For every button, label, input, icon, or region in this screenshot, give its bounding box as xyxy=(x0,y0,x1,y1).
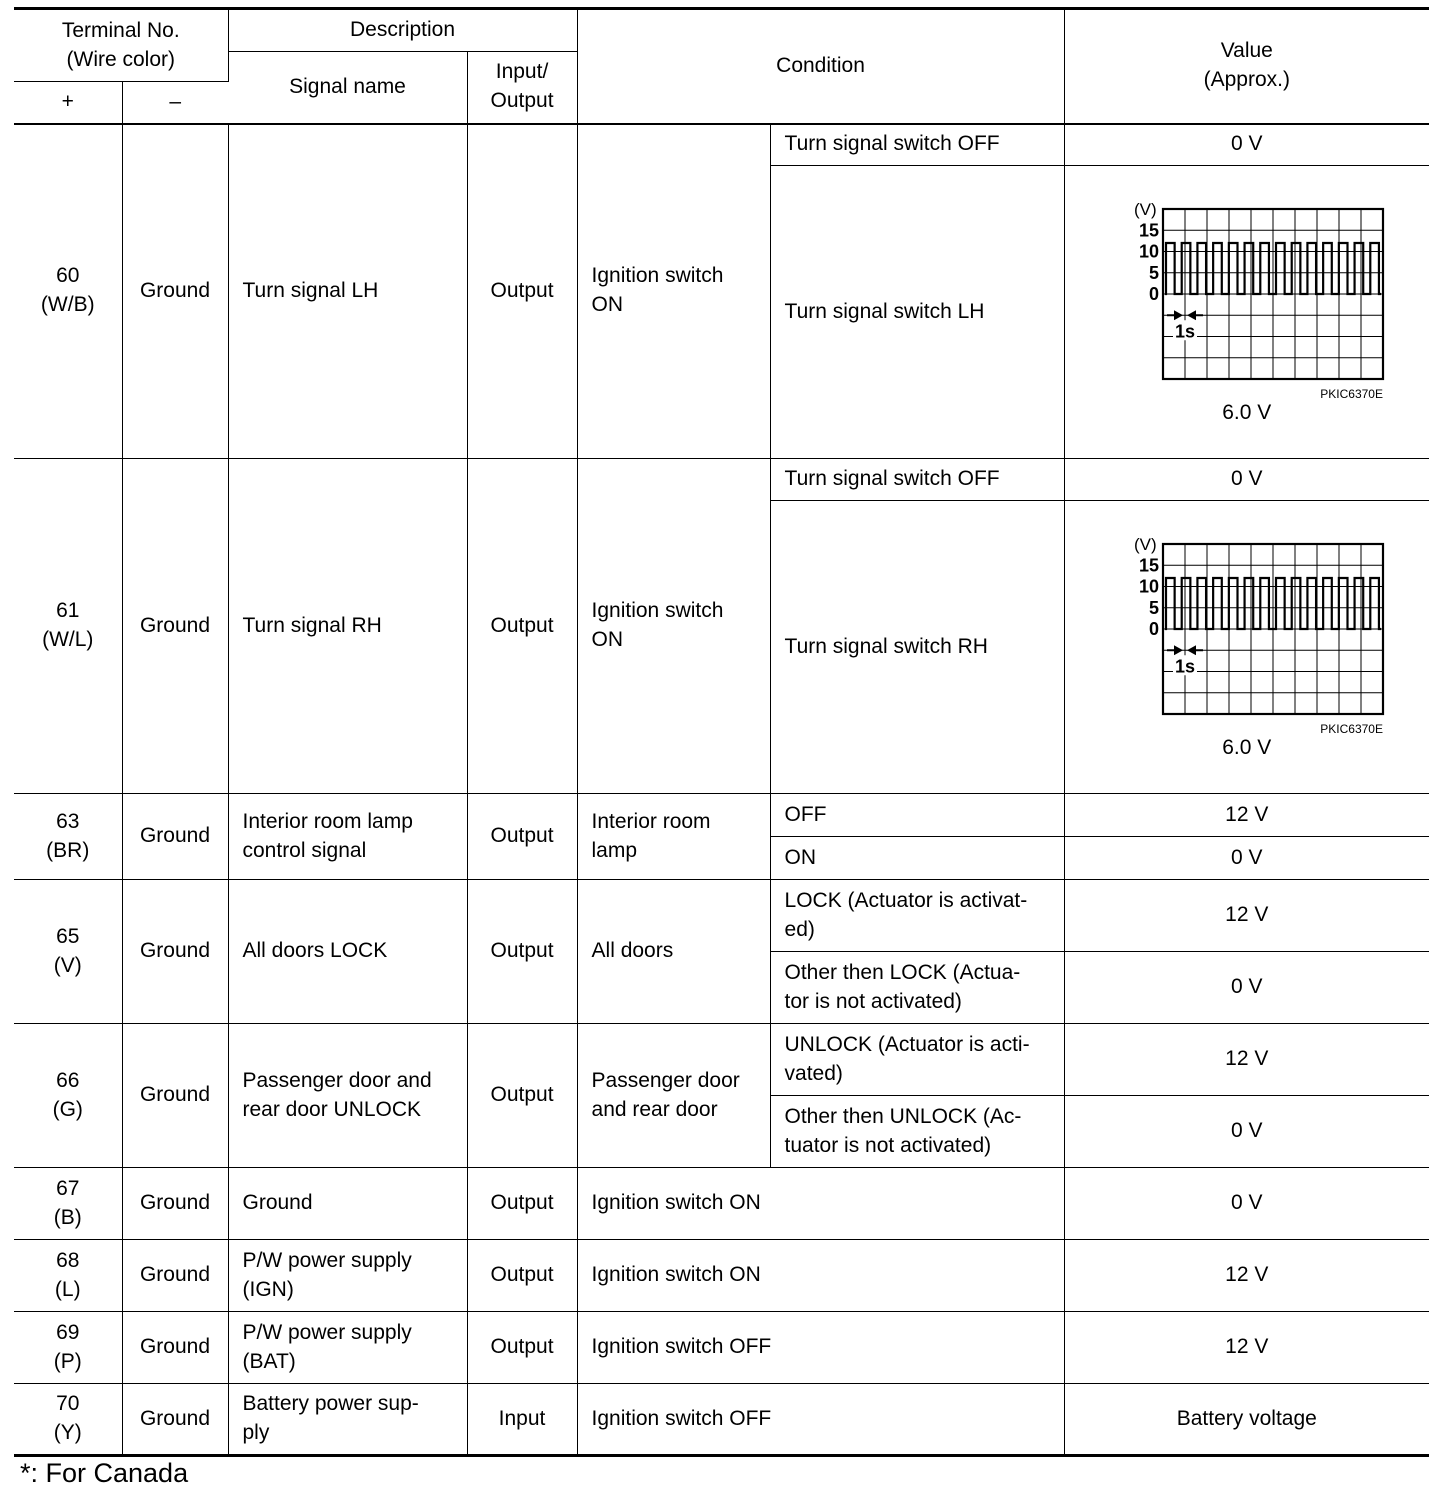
value-cell: 0 V xyxy=(1064,837,1429,880)
io-cell: Input xyxy=(467,1384,577,1456)
ground-cell: Ground xyxy=(122,1168,228,1240)
condition-sub-cell: LOCK (Actuator is activat- ed) xyxy=(770,880,1064,952)
condition-sub-cell: Other then UNLOCK (Ac- tuator is not activated) xyxy=(770,1096,1064,1168)
value-cell: 0 V xyxy=(1064,459,1429,501)
terminal-cell: 60 (W/B) xyxy=(14,124,122,459)
waveform-y-tick: 15 xyxy=(1138,555,1159,576)
waveform-y-tick: 0 xyxy=(1148,284,1159,305)
waveform-y-tick: 0 xyxy=(1148,619,1159,640)
header-signal-name: Signal name xyxy=(228,52,467,124)
condition-sub-cell: Turn signal switch OFF xyxy=(770,459,1064,501)
table-row xyxy=(14,1168,1429,1240)
ground-cell: Ground xyxy=(122,1384,228,1456)
io-cell: Output xyxy=(467,1312,577,1384)
condition-sub-cell: Other then LOCK (Actua- tor is not activated) xyxy=(770,952,1064,1024)
signal-name-cell: Passenger door and rear door UNLOCK xyxy=(228,1024,467,1168)
time-marker-arrow xyxy=(1174,645,1183,655)
value-cell: 0 V xyxy=(1064,1096,1429,1168)
value-cell: 12 V xyxy=(1064,880,1429,952)
signal-name-cell: P/W power supply (BAT) xyxy=(228,1312,467,1384)
condition-main-cell: Ignition switch ON xyxy=(577,459,770,794)
figure-code: PKIC6370E xyxy=(1320,722,1383,737)
signal-name-cell: Ground xyxy=(228,1168,467,1240)
condition-sub-cell: UNLOCK (Actuator is acti- vated) xyxy=(770,1024,1064,1096)
waveform-y-tick: 10 xyxy=(1138,576,1159,597)
turn-signal-waveform xyxy=(1097,196,1397,401)
terminal-spec-table xyxy=(14,7,1429,1457)
table-row xyxy=(14,124,1429,166)
condition-cell: Ignition switch OFF xyxy=(577,1312,1064,1384)
ground-cell: Ground xyxy=(122,1312,228,1384)
header-plus: + xyxy=(14,82,122,124)
value-cell: 12 V xyxy=(1064,1024,1429,1096)
condition-main-cell: All doors xyxy=(577,880,770,1024)
value-cell: 0 V xyxy=(1064,1168,1429,1240)
waveform-y-tick: 5 xyxy=(1148,262,1159,283)
io-cell: Output xyxy=(467,1168,577,1240)
table-row xyxy=(14,1024,1429,1096)
condition-cell: Ignition switch OFF xyxy=(577,1384,1064,1456)
condition-main-cell: Passenger door and rear door xyxy=(577,1024,770,1168)
value-cell: 0 V xyxy=(1064,952,1429,1024)
header-value: Value (Approx.) xyxy=(1064,9,1429,124)
time-marker-arrow xyxy=(1174,310,1183,320)
time-marker-arrow xyxy=(1187,645,1196,655)
time-label: 1s xyxy=(1174,656,1195,677)
condition-main-cell: Interior room lamp xyxy=(577,794,770,880)
ground-cell: Ground xyxy=(122,459,228,794)
turn-signal-waveform xyxy=(1097,531,1397,736)
signal-name-cell: P/W power supply (IGN) xyxy=(228,1240,467,1312)
signal-name-cell: Turn signal LH xyxy=(228,124,467,459)
io-cell: Output xyxy=(467,459,577,794)
value-cell-waveform: (V) 15 10 5 0 1s PKIC6370E 6.0 V xyxy=(1064,166,1429,459)
io-cell: Output xyxy=(467,880,577,1024)
waveform-unit-label: (V) xyxy=(1133,200,1157,220)
ground-cell: Ground xyxy=(122,880,228,1024)
value-cell: 12 V xyxy=(1064,1312,1429,1384)
condition-sub-cell: Turn signal switch RH xyxy=(770,501,1064,794)
ground-cell: Ground xyxy=(122,794,228,880)
time-marker-arrow xyxy=(1187,310,1196,320)
table-row xyxy=(14,1312,1429,1384)
value-cell: 0 V xyxy=(1064,124,1429,166)
terminal-cell: 66 (G) xyxy=(14,1024,122,1168)
value-cell: 12 V xyxy=(1064,1240,1429,1312)
header-terminal: Terminal No. (Wire color) xyxy=(14,9,228,82)
table-row xyxy=(14,880,1429,952)
ground-cell: Ground xyxy=(122,1024,228,1168)
waveform-y-tick: 15 xyxy=(1138,220,1159,241)
waveform-figure xyxy=(1079,531,1416,736)
value-cell: 12 V xyxy=(1064,794,1429,837)
terminal-cell: 61 (W/L) xyxy=(14,459,122,794)
terminal-cell: 69 (P) xyxy=(14,1312,122,1384)
io-cell: Output xyxy=(467,794,577,880)
signal-name-cell: Turn signal RH xyxy=(228,459,467,794)
terminal-cell: 70 (Y) xyxy=(14,1384,122,1456)
waveform-figure xyxy=(1079,196,1416,401)
terminal-cell: 68 (L) xyxy=(14,1240,122,1312)
header-condition: Condition xyxy=(577,9,1064,124)
value-cell: Battery voltage xyxy=(1064,1384,1429,1456)
condition-sub-cell: OFF xyxy=(770,794,1064,837)
ground-cell: Ground xyxy=(122,124,228,459)
condition-sub-cell: Turn signal switch OFF xyxy=(770,124,1064,166)
header-input-output: Input/ Output xyxy=(467,52,577,124)
signal-name-cell: Interior room lamp control signal xyxy=(228,794,467,880)
time-label: 1s xyxy=(1174,321,1195,342)
header-description: Description xyxy=(228,9,577,52)
waveform-y-tick: 5 xyxy=(1148,597,1159,618)
table-row xyxy=(14,794,1429,837)
header-minus: – xyxy=(122,82,228,124)
io-cell: Output xyxy=(467,1024,577,1168)
ground-cell: Ground xyxy=(122,1240,228,1312)
table-row xyxy=(14,1384,1429,1456)
signal-name-cell: Battery power sup- ply xyxy=(228,1384,467,1456)
terminal-cell: 65 (V) xyxy=(14,880,122,1024)
io-cell: Output xyxy=(467,1240,577,1312)
footnote: *: For Canada xyxy=(20,1458,189,1488)
condition-main-cell: Ignition switch ON xyxy=(577,124,770,459)
signal-name-cell: All doors LOCK xyxy=(228,880,467,1024)
value-cell-waveform: (V) 15 10 5 0 1s PKIC6370E 6.0 V xyxy=(1064,501,1429,794)
figure-code: PKIC6370E xyxy=(1320,387,1383,402)
condition-sub-cell: ON xyxy=(770,837,1064,880)
table-row xyxy=(14,1240,1429,1312)
io-cell: Output xyxy=(467,124,577,459)
condition-cell: Ignition switch ON xyxy=(577,1240,1064,1312)
terminal-cell: 63 (BR) xyxy=(14,794,122,880)
terminal-cell: 67 (B) xyxy=(14,1168,122,1240)
condition-sub-cell: Turn signal switch LH xyxy=(770,166,1064,459)
waveform-unit-label: (V) xyxy=(1133,535,1157,555)
waveform-y-tick: 10 xyxy=(1138,241,1159,262)
condition-cell: Ignition switch ON xyxy=(577,1168,1064,1240)
table-row xyxy=(14,459,1429,501)
